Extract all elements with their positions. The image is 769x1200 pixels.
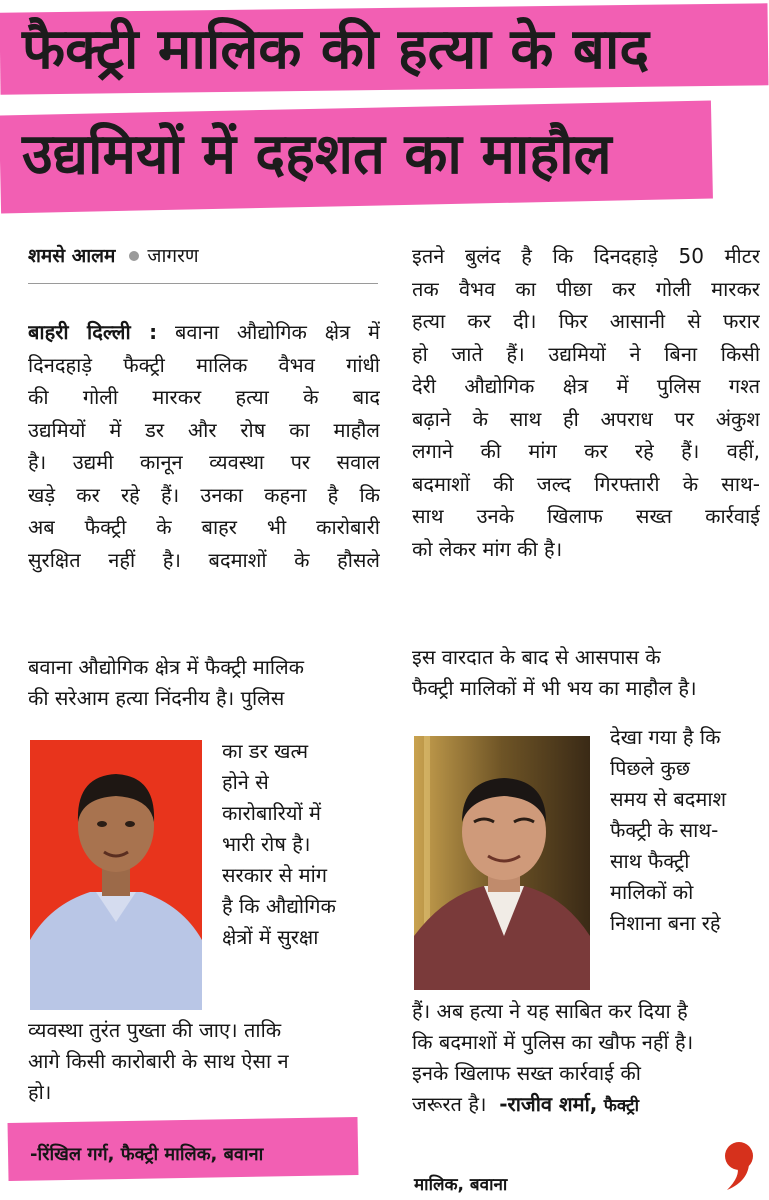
headline-line-2: उद्यमियों में दहशत का माहौल — [22, 122, 612, 187]
quote-line: हो। — [28, 1080, 52, 1104]
article-left-column — [28, 316, 380, 576]
quote-line: भारी रोष है। — [222, 832, 311, 856]
quote-line: का डर खत्म — [222, 739, 309, 763]
article-line: बाहरी दिल्ली : बवाना औद्योगिक क्षेत्र में — [28, 320, 380, 344]
article-line: सुरक्षित नहीं है। बदमाशों के हौसले — [28, 547, 380, 572]
photo-rinkhil-garg — [30, 740, 202, 1010]
dateline: बाहरी दिल्ली : — [28, 320, 158, 344]
quote-left-side — [222, 736, 380, 953]
quote-line: साथ फैक्ट्री — [610, 849, 690, 873]
quote-line: बवाना औद्योगिक क्षेत्र में फैक्ट्री मालिक — [28, 655, 304, 679]
byline-author: शमसे आलम — [28, 245, 116, 267]
quote-line: जरूरत है। -राजीव शर्मा, फैक्ट्री — [412, 1092, 640, 1116]
article-line: है। उद्यमी कानून व्यवस्था पर सवाल — [28, 450, 380, 474]
quote-line: कि बदमाशों में पुलिस का खौफ नहीं है। — [412, 1030, 694, 1054]
quote-line: है कि औद्योगिक — [222, 894, 336, 918]
quote-line: देखा गया है कि — [610, 725, 721, 749]
quote-line: क्षेत्रों में सुरक्षा — [222, 925, 319, 949]
article-line: अब फैक्ट्री के बाहर भी कारोबारी — [28, 515, 380, 539]
signature-right-role-line2: मालिक, बवाना — [414, 1175, 508, 1195]
article-line: बढ़ाने के साथ ही अपराध पर अंकुश — [412, 406, 760, 431]
quote-line: व्यवस्था तुरंत पुख्ता की जाए। ताकि — [28, 1018, 282, 1042]
person-photo-older-man — [414, 736, 590, 990]
headline-line-1: फैक्ट्री मालिक की हत्या के बाद — [22, 17, 650, 82]
quote-right-top — [412, 642, 762, 704]
quote-line: सरकार से मांग — [222, 863, 328, 887]
quote-mark-icon — [719, 1140, 761, 1192]
bullet-icon — [129, 251, 139, 261]
byline-source: जागरण — [147, 245, 199, 267]
byline — [28, 242, 199, 268]
quote-right-bottom — [412, 996, 762, 1122]
quote-line: फैक्ट्री के साथ- — [610, 818, 719, 842]
signature-left: -रिंखिल गर्ग, फैक्ट्री मालिक, बवाना — [30, 1144, 264, 1165]
signature-right-name: -राजीव शर्मा, — [499, 1092, 598, 1116]
quote-line: होने से — [222, 770, 269, 794]
quote-line: निशाना बना रहे — [610, 911, 721, 935]
article-line: देरी औद्योगिक क्षेत्र में पुलिस गश्त — [412, 374, 760, 398]
article-line: हो जाते हैं। उद्यमियों ने बिना किसी — [412, 341, 760, 366]
article-right-column — [412, 240, 760, 565]
article-line: बदमाशों की जल्द गिरफ्तारी के साथ- — [412, 471, 760, 496]
article-line: इतने बुलंद है कि दिनदहाड़े 50 मीटर — [412, 244, 760, 268]
article-line: साथ उनके खिलाफ सख्त कार्रवाई — [412, 504, 760, 528]
quote-left-top — [28, 652, 378, 714]
byline-divider — [28, 283, 378, 284]
article-line: दिनदहाड़े फैक्ट्री मालिक वैभव गांधी — [28, 352, 380, 377]
article-line: लगाने की मांग कर रहे हैं। वहीं, — [412, 439, 760, 463]
article-line: की गोली मारकर हत्या के बाद — [28, 385, 380, 409]
quote-line: आगे किसी कारोबारी के साथ ऐसा न — [28, 1049, 289, 1073]
quote-line: कारोबारियों में — [222, 801, 321, 825]
article-line: हत्या कर दी। फिर आसानी से फरार — [412, 309, 760, 333]
article-line: तक वैभव का पीछा कर गोली मारकर — [412, 276, 760, 301]
article-line: खड़े कर रहे हैं। उनका कहना है कि — [28, 482, 380, 507]
quote-line: की सरेआम हत्या निंदनीय है। पुलिस — [28, 686, 285, 710]
quote-line: पिछले कुछ — [610, 756, 690, 780]
photo-rajeev-sharma — [414, 736, 590, 990]
article-line: उद्यमियों में डर और रोष का माहौल — [28, 417, 380, 442]
quote-line: इस वारदात के बाद से आसपास के — [412, 645, 661, 669]
person-photo-young-man — [30, 740, 202, 1010]
quote-right-side — [610, 722, 766, 939]
article-line: को लेकर मांग की है। — [412, 536, 563, 561]
quote-line: समय से बदमाश — [610, 787, 727, 811]
quote-left-bottom — [28, 1015, 378, 1108]
signature-right-role: फैक्ट्री — [603, 1096, 640, 1116]
quote-line: हैं। अब हत्या ने यह साबित कर दिया है — [412, 999, 688, 1023]
quote-line: फैक्ट्री मालिकों में भी भय का माहौल है। — [412, 676, 697, 700]
quote-line: मालिकों को — [610, 880, 694, 904]
quote-line: इनके खिलाफ सख्त कार्रवाई की — [412, 1061, 641, 1085]
